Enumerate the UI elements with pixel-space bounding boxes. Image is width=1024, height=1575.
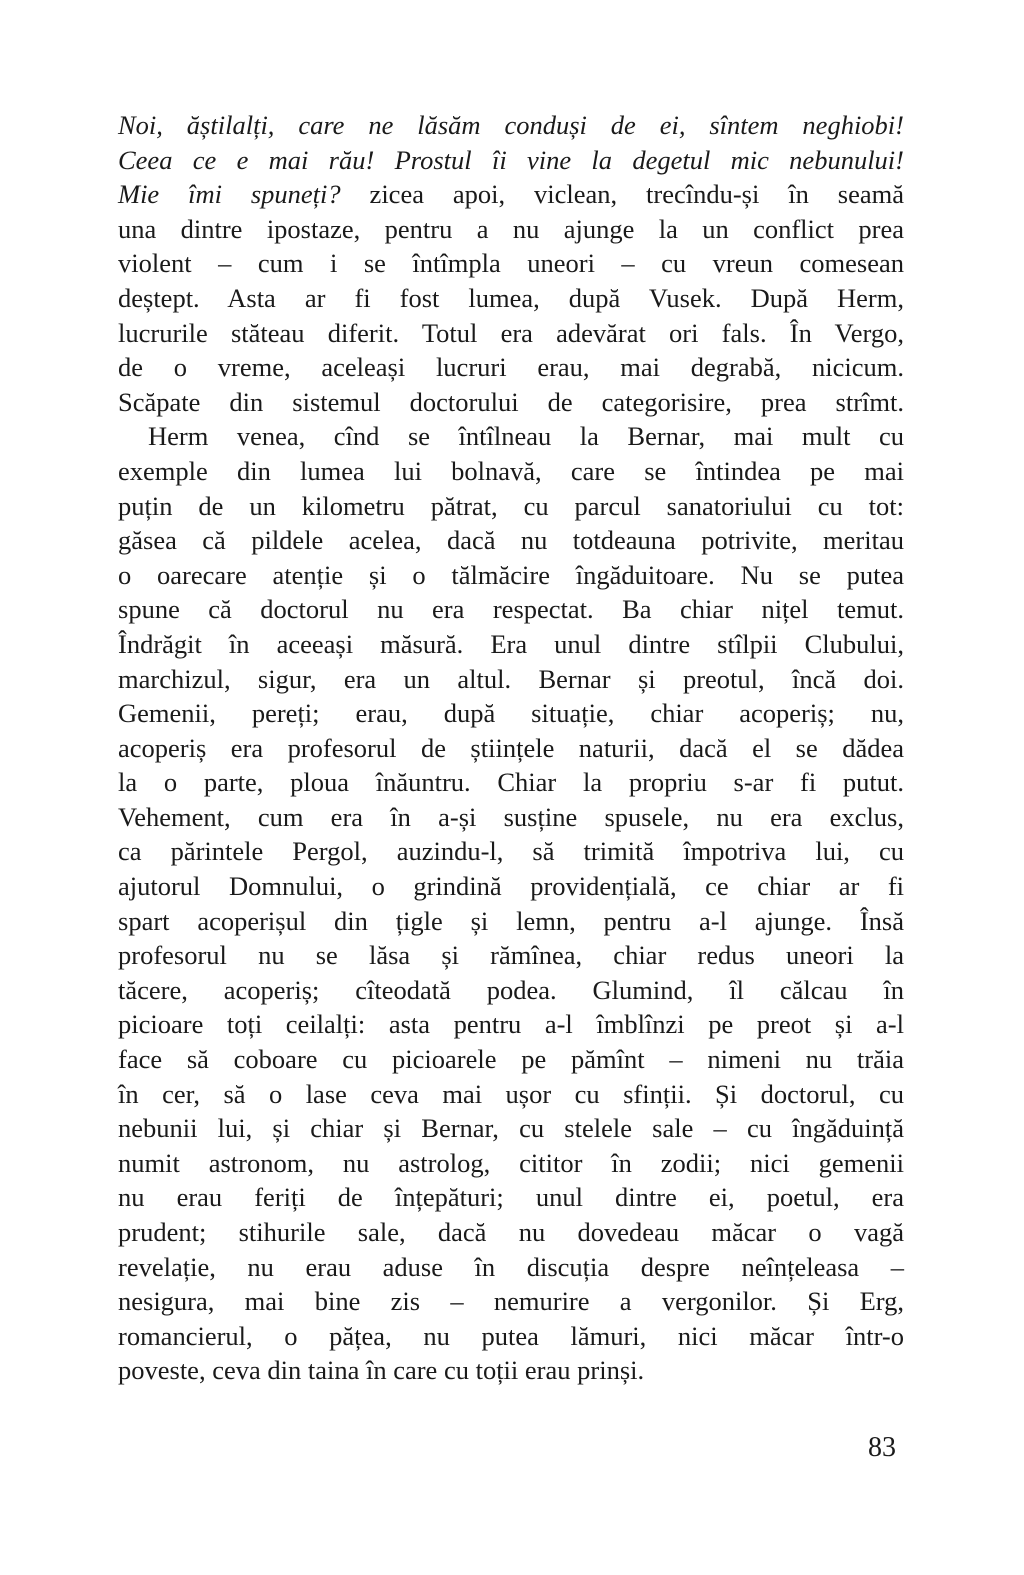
text-segment: la o parte, ploua înăuntru. Chiar la propriu s-ar fi putut. bbox=[118, 767, 904, 798]
text-line bbox=[118, 316, 904, 351]
text-segment: romancierul, o pățea, nu putea lămuri, nici măcar într-o bbox=[118, 1320, 904, 1351]
text-line bbox=[118, 1111, 904, 1146]
text-line bbox=[118, 592, 904, 627]
text-segment: o oarecare atenție și o tălmăcire îngăduitoare. Nu se putea bbox=[118, 559, 904, 590]
text-line bbox=[118, 904, 904, 939]
page-body-text bbox=[118, 108, 904, 1388]
text-segment: zicea apoi, viclean, trecîndu-și în seamă bbox=[340, 179, 904, 210]
text-segment: în cer, să o lase ceva mai ușor cu sfinții. Și doctorul, cu bbox=[118, 1078, 904, 1109]
text-line bbox=[118, 350, 904, 385]
text-line bbox=[118, 523, 904, 558]
text-line bbox=[118, 143, 904, 178]
text-line bbox=[118, 765, 904, 800]
text-line bbox=[118, 419, 904, 454]
text-segment: acoperiș era profesorul de științele naturii, dacă el se dădea bbox=[118, 732, 904, 763]
text-segment: ca părintele Pergol, auzindu-l, să trimită împotriva lui, cu bbox=[118, 836, 904, 867]
text-segment: nu erau feriți de înțepături; unul dintre ei, poetul, era bbox=[118, 1182, 904, 1213]
text-segment: spune că doctorul nu era respectat. Ba chiar nițel temut. bbox=[118, 594, 904, 625]
text-segment: poveste, ceva din taina în care cu toții erau prinși. bbox=[118, 1355, 645, 1386]
text-segment: face să coboare cu picioarele pe pămînt – nimeni nu trăia bbox=[118, 1044, 904, 1075]
page-number: 83 bbox=[868, 1432, 896, 1463]
text-segment: una dintre ipostaze, pentru a nu ajunge la un conflict prea bbox=[118, 213, 904, 244]
text-segment: Herm venea, cînd se întîlneau la Bernar, mai mult cu bbox=[148, 421, 904, 452]
text-segment: de o vreme, aceleași lucruri erau, mai degrabă, nicicum. bbox=[118, 352, 904, 383]
text-line bbox=[118, 385, 904, 420]
text-segment: profesorul nu se lăsa și rămînea, chiar redus uneori la bbox=[118, 940, 904, 971]
text-line bbox=[118, 731, 904, 766]
text-segment: Scăpate din sistemul doctorului de categorisire, prea strîmt. bbox=[118, 386, 904, 417]
text-line bbox=[118, 1353, 904, 1388]
text-line bbox=[118, 454, 904, 489]
text-line bbox=[118, 869, 904, 904]
text-segment: tăcere, acoperiș; cîteodată podea. Glumind, îl călcau în bbox=[118, 974, 904, 1005]
text-line bbox=[118, 108, 904, 143]
text-line bbox=[118, 212, 904, 247]
text-segment: ajutorul Domnului, o grindină providențială, ce chiar ar fi bbox=[118, 871, 904, 902]
text-line bbox=[118, 938, 904, 973]
text-segment: violent – cum i se întîmpla uneori – cu vreun comesean bbox=[118, 248, 904, 279]
text-line bbox=[118, 558, 904, 593]
text-segment: picioare toți ceilalți: asta pentru a-l îmblînzi pe preot și a-l bbox=[118, 1009, 904, 1040]
text-line bbox=[118, 246, 904, 281]
text-line bbox=[118, 696, 904, 731]
text-line bbox=[118, 1319, 904, 1354]
text-line bbox=[118, 800, 904, 835]
text-line bbox=[118, 662, 904, 697]
paragraph bbox=[118, 419, 904, 1388]
text-segment: lucrurile stăteau diferit. Totul era adevărat ori fals. În Vergo, bbox=[118, 317, 904, 348]
text-segment: Vehement, cum era în a-și susține spusele, nu era exclus, bbox=[118, 801, 904, 832]
text-line bbox=[118, 1042, 904, 1077]
text-segment: puțin de un kilometru pătrat, cu parcul sanatoriului cu tot: bbox=[118, 490, 904, 521]
italic-text-segment: Ceea ce e mai rău! Prostul îi vine la degetul mic nebunului! bbox=[118, 144, 904, 175]
text-line bbox=[118, 1215, 904, 1250]
text-line bbox=[118, 1284, 904, 1319]
text-line bbox=[118, 1180, 904, 1215]
italic-text-segment: Mie îmi spuneți? bbox=[118, 179, 341, 210]
text-segment: nesigura, mai bine zis – nemurire a vergonilor. Și Erg, bbox=[118, 1286, 904, 1317]
text-segment: numit astronom, nu astrolog, cititor în zodii; nici gemenii bbox=[118, 1147, 904, 1178]
text-line bbox=[118, 489, 904, 524]
text-segment: exemple din lumea lui bolnavă, care se întindea pe mai bbox=[118, 455, 904, 486]
text-segment: nebunii lui, și chiar și Bernar, cu stelele sale – cu îngăduință bbox=[118, 1113, 904, 1144]
paragraph bbox=[118, 108, 904, 419]
text-line bbox=[118, 973, 904, 1008]
text-segment: Gemenii, pereți; erau, după situație, chiar acoperiș; nu, bbox=[118, 698, 904, 729]
text-line bbox=[118, 1007, 904, 1042]
text-segment: spart acoperișul din țigle și lemn, pentru a-l ajunge. Însă bbox=[118, 905, 904, 936]
text-segment: Îndrăgit în aceeași măsură. Era unul dintre stîlpii Clubului, bbox=[118, 628, 904, 659]
text-segment: revelație, nu erau aduse în discuția despre neînțeleasa – bbox=[118, 1251, 904, 1282]
text-segment: deștept. Asta ar fi fost lumea, după Vusek. După Herm, bbox=[118, 282, 904, 313]
text-segment: marchizul, sigur, era un altul. Bernar și preotul, încă doi. bbox=[118, 663, 904, 694]
text-segment: găsea că pildele acelea, dacă nu totdeauna potrivite, meritau bbox=[118, 525, 904, 556]
text-line bbox=[118, 177, 904, 212]
italic-text-segment: Noi, ăștilalți, care ne lăsăm conduși de ei, sîntem neghiobi! bbox=[118, 110, 904, 140]
text-segment: prudent; stihurile sale, dacă nu dovedeau măcar o vagă bbox=[118, 1217, 904, 1247]
text-line bbox=[118, 1146, 904, 1181]
text-line bbox=[118, 834, 904, 869]
text-line bbox=[118, 281, 904, 316]
text-line bbox=[118, 1250, 904, 1285]
text-line bbox=[118, 627, 904, 662]
text-line bbox=[118, 1077, 904, 1112]
